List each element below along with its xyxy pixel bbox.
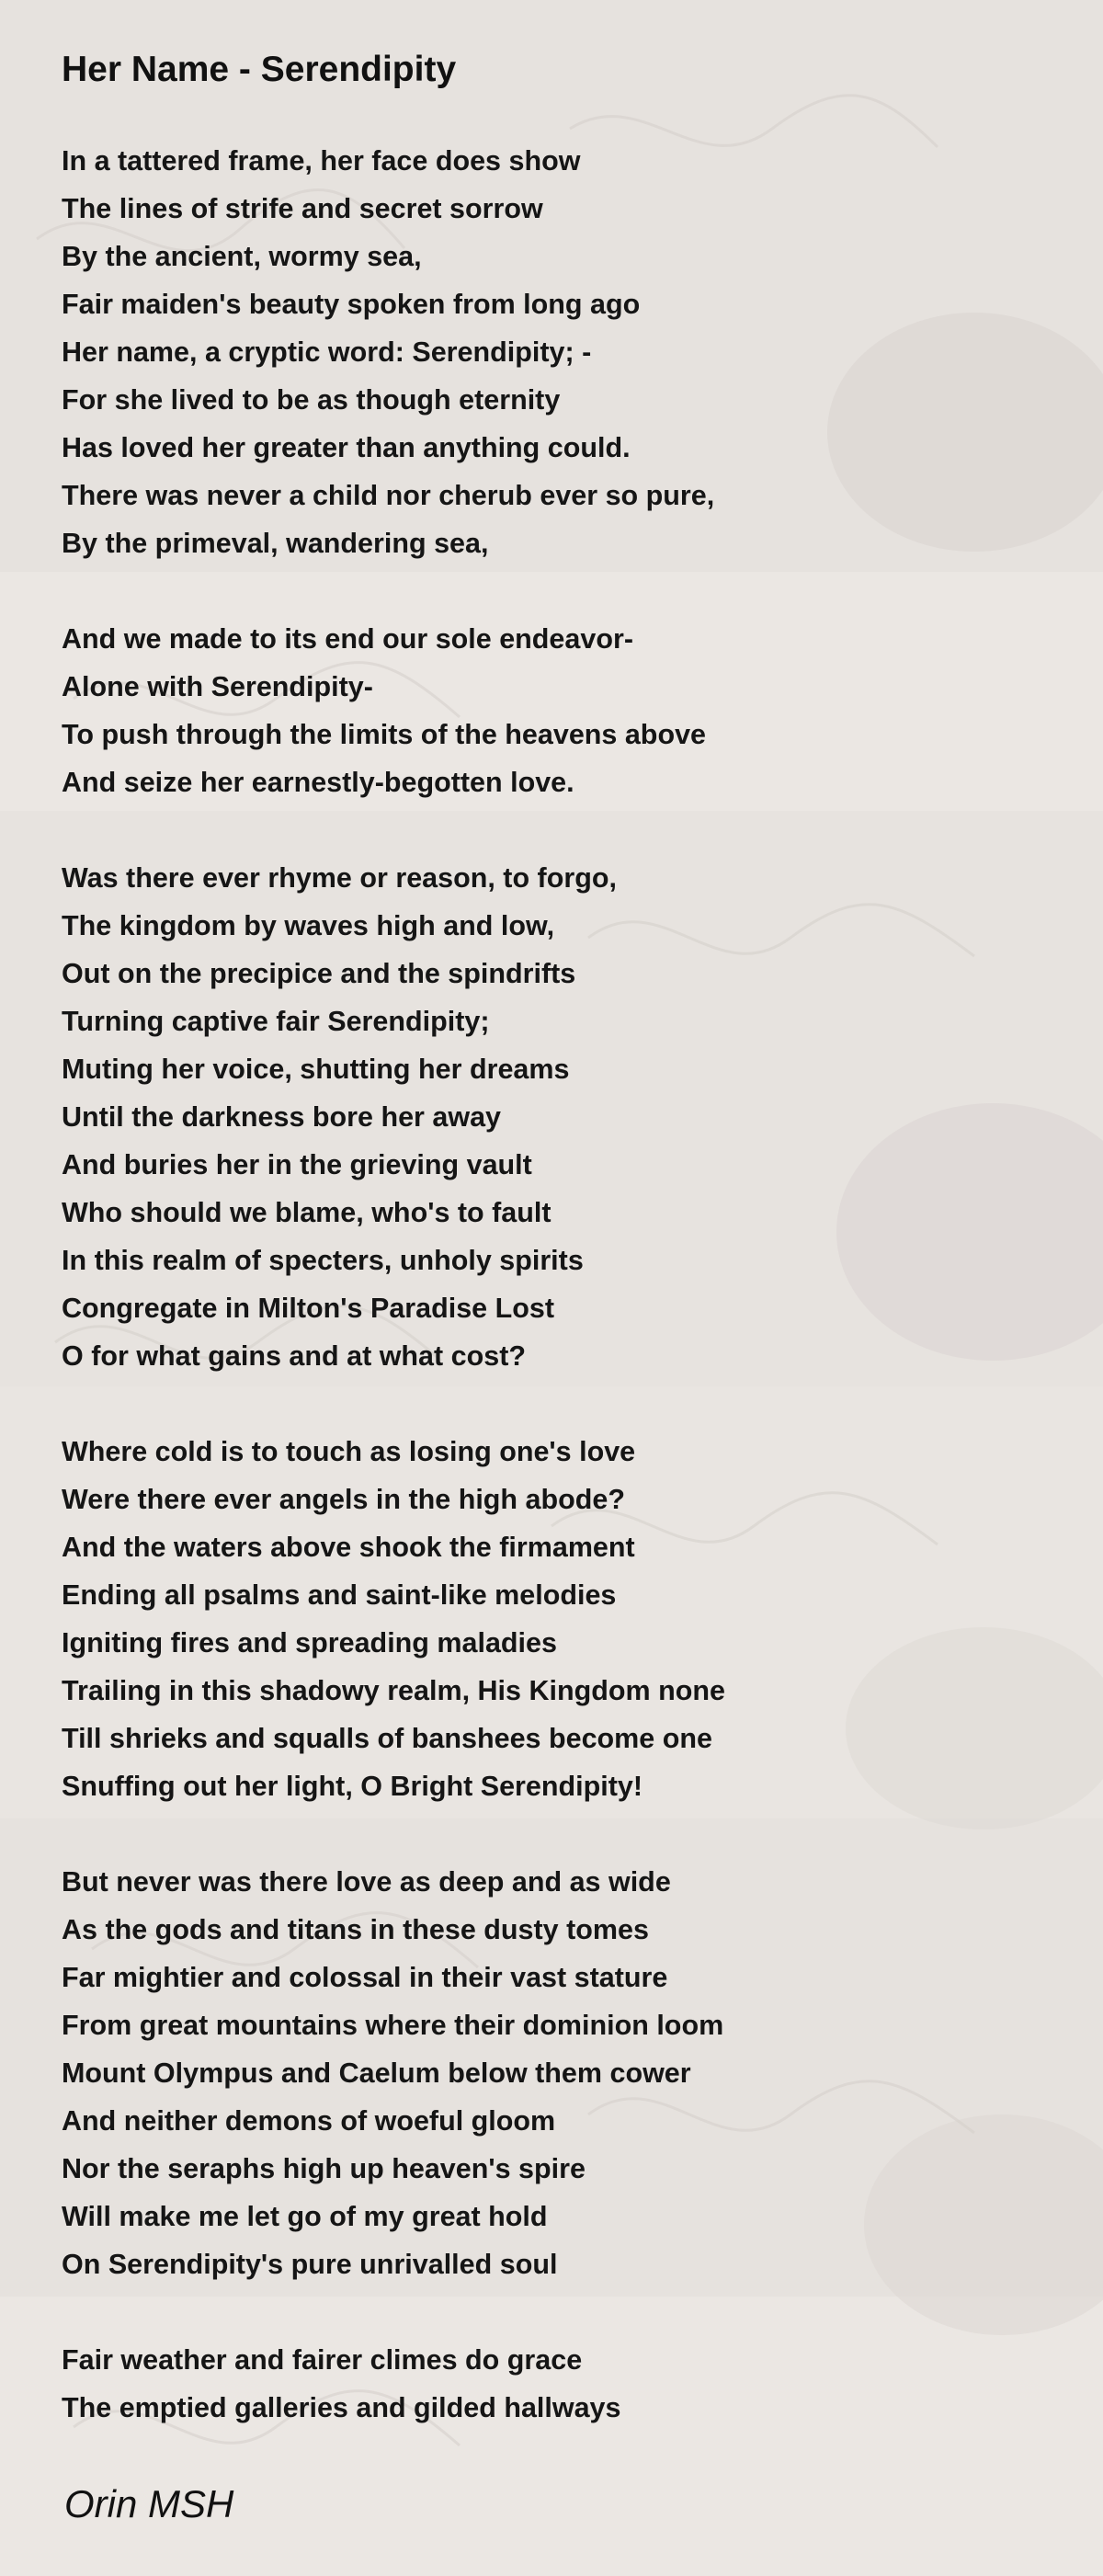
stanza — [62, 2336, 1054, 2432]
poem-line: The kingdom by waves high and low, — [62, 910, 555, 941]
stanza — [62, 1428, 1054, 1810]
poem-line: But never was there love as deep and as wide — [62, 1866, 671, 1898]
poem-line: And buries her in the grieving vault — [62, 1149, 532, 1180]
poem-line: As the gods and titans in these dusty tomes — [62, 1914, 649, 1945]
stanza — [62, 1858, 1054, 2288]
poem-line: Her name, a cryptic word: Serendipity; - — [62, 336, 592, 368]
poem-line: Where cold is to touch as losing one's love — [62, 1436, 636, 1467]
stanza — [62, 854, 1054, 1380]
stanza — [62, 137, 1054, 567]
poem-line: Mount Olympus and Caelum below them cower — [62, 2057, 691, 2089]
poem-line: The lines of strife and secret sorrow — [62, 193, 543, 224]
poem-line: Snuffing out her light, O Bright Serendipity! — [62, 1771, 642, 1802]
poem-line: Till shrieks and squalls of banshees become one — [62, 1723, 712, 1754]
poem-line: And neither demons of woeful gloom — [62, 2105, 556, 2137]
poem-line: Alone with Serendipity- — [62, 671, 373, 702]
poem-body — [62, 137, 1054, 2479]
poem-line: Has loved her greater than anything could. — [62, 432, 631, 463]
poem-author: Orin MSH — [64, 2482, 234, 2525]
poem-line: Will make me let go of my great hold — [62, 2201, 548, 2232]
poem-line: Igniting fires and spreading maladies — [62, 1627, 557, 1658]
poem-line: O for what gains and at what cost? — [62, 1340, 526, 1372]
poem-line: In this realm of specters, unholy spirits — [62, 1245, 584, 1276]
poem-line: Who should we blame, who's to fault — [62, 1197, 552, 1228]
poem-title: Her Name - Serendipity — [62, 50, 457, 89]
poem-line: By the ancient, wormy sea, — [62, 241, 422, 272]
poem-line: There was never a child nor cherub ever so pure, — [62, 480, 715, 511]
poem-line: Out on the precipice and the spindrifts — [62, 958, 576, 989]
poem-line: Congregate in Milton's Paradise Lost — [62, 1293, 554, 1324]
poem-line: Were there ever angels in the high abode? — [62, 1484, 625, 1515]
poem-line: From great mountains where their dominion loom — [62, 2010, 724, 2041]
poem-line: And seize her earnestly-begotten love. — [62, 767, 574, 798]
poem-line: Trailing in this shadowy realm, His Kingdom none — [62, 1675, 725, 1706]
poem-line: Fair maiden's beauty spoken from long ago — [62, 289, 641, 320]
poem-line: By the primeval, wandering sea, — [62, 528, 489, 559]
poem-line: For she lived to be as though eternity — [62, 384, 561, 416]
poem-line: Nor the seraphs high up heaven's spire — [62, 2153, 586, 2184]
poem-line: Turning captive fair Serendipity; — [62, 1006, 490, 1037]
poem-line: And we made to its end our sole endeavor- — [62, 623, 633, 655]
poem-line: Until the darkness bore her away — [62, 1101, 501, 1133]
poem-line: The emptied galleries and gilded hallways — [62, 2392, 621, 2423]
poem-line: Far mightier and colossal in their vast stature — [62, 1962, 668, 1993]
poem-line: Fair weather and fairer climes do grace — [62, 2344, 583, 2376]
poem-line: Muting her voice, shutting her dreams — [62, 1054, 570, 1085]
poem-line: And the waters above shook the firmament — [62, 1532, 635, 1563]
stanza — [62, 615, 1054, 806]
poem-line: In a tattered frame, her face does show — [62, 145, 581, 177]
poem-line: To push through the limits of the heavens above — [62, 719, 706, 750]
poem-line: Was there ever rhyme or reason, to forgo, — [62, 862, 617, 894]
poem-line: On Serendipity's pure unrivalled soul — [62, 2249, 558, 2280]
poem-line: Ending all psalms and saint-like melodies — [62, 1579, 617, 1611]
